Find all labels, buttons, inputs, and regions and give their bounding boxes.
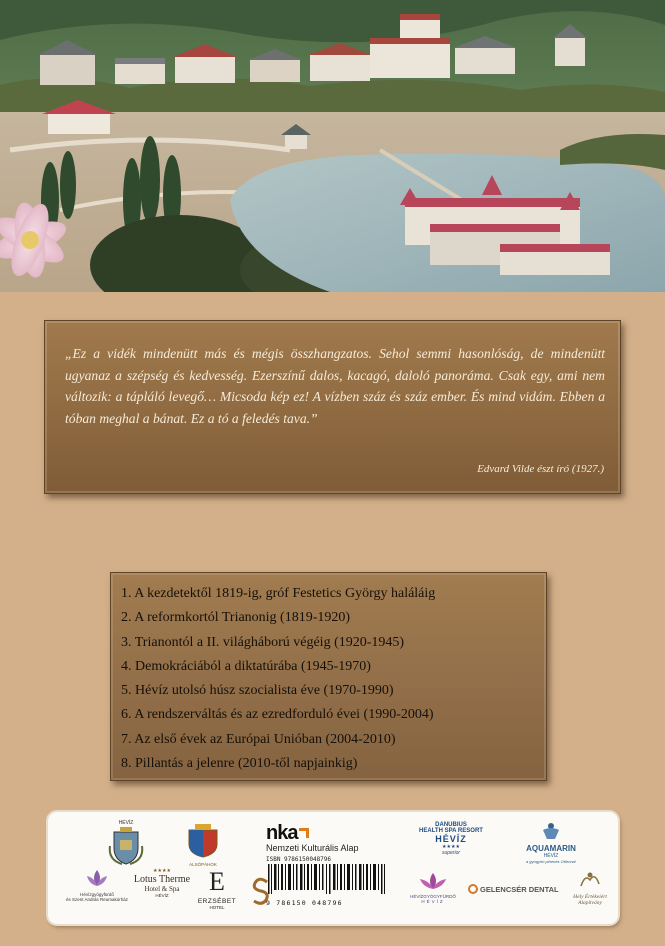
barcode-digits: 9 786150 048796 — [266, 899, 343, 907]
toc-item: 5. Hévíz utolsó húsz szocialista éve (1970-1990) — [121, 683, 394, 699]
gelencser-ring-icon — [468, 884, 478, 894]
quote-box — [44, 320, 621, 494]
lotus-therme-logo — [130, 868, 194, 898]
toc-item: 2. A reformkortól Trianonig (1819-1920) — [121, 610, 351, 626]
hely-figure-icon — [577, 870, 603, 890]
hely-line1: Hely Értékeiért — [573, 894, 607, 900]
heviz-lake-painting — [0, 0, 665, 292]
toc-item: 6. A rendszerváltás és az ezredforduló évei (1990-2004) — [121, 707, 434, 723]
table-of-contents — [110, 572, 547, 781]
toc-item: 3. Trianontól a II. világháború végéig (1920-1945) — [121, 634, 405, 650]
nka-mark: nka — [266, 822, 298, 844]
lotus-violet-icon — [83, 868, 111, 888]
heviz-spa-line2: HÉVÍZ — [421, 899, 445, 904]
heviz-crest-label: HÉVÍZ — [118, 820, 134, 826]
lotus-sub: Hotel & Spa — [144, 885, 180, 893]
alsopahok-label: ALSÓPÁHOK — [189, 862, 217, 867]
erzsebet-sub: HOTEL — [209, 905, 225, 910]
aquamarin-name: AQUAMARIN — [526, 844, 576, 853]
danubius-logo — [406, 822, 496, 856]
erzsebet-name: ERZSÉBET — [197, 898, 237, 905]
barcode-icon — [266, 864, 396, 898]
alsopahok-crest-icon — [185, 824, 221, 858]
nka-accent-icon — [299, 828, 309, 838]
toc-item: 4. Demokráciából a diktatúrába (1945-1970) — [121, 658, 371, 674]
danubius-line1: DANUBIUS — [435, 822, 467, 828]
heviz-spa-lotus-logo — [398, 872, 468, 904]
lotus-place: HÉVÍZ — [155, 893, 169, 898]
aquamarin-tagline: a gyógyító pihenés Otthona! — [525, 859, 577, 864]
szent-andras-logo — [62, 868, 132, 902]
gelencser-dental-logo — [468, 884, 564, 894]
heviz-crest-icon — [108, 826, 144, 866]
quote-author: Edvard Vilde észt író (1927.) — [477, 463, 604, 475]
painting-svg — [0, 0, 665, 292]
lotus-stars: ★★★★ — [153, 868, 171, 874]
toc-item: 1. A kezdetektől 1819-ig, gróf Festetics György haláláig — [121, 586, 436, 601]
quote-text: „Ez a vidék mindenütt más és mégis összhangzatos. Sehol semmi hasonlóság, de mindenütt ugyanaz a szépség és kedvesség. Ezerszínű dalos, kacagó, daloló panoráma. Csak egy, ami nem változik: a tápláló levegő… Micsoda kép ez! A vízben száz és száz ember. És mind vidám. Ebben a tóban meghal a bánat. Ez a tó a feledés tava.” — [65, 346, 605, 426]
toc-item: 7. Az első évek az Európai Unióban (2004-2010) — [121, 731, 396, 747]
lotus-pink-icon — [416, 872, 450, 890]
aquamarin-logo — [516, 822, 586, 864]
s-swirl-logo — [248, 876, 274, 910]
alsopahok-crest-logo — [182, 824, 224, 867]
sponsor-logo-strip — [48, 812, 618, 924]
szent-andras-line1: Hévízgyógyfürdő — [80, 892, 114, 897]
isbn-text: ISBN 9786150048796 — [266, 856, 332, 863]
danubius-superior: superior — [441, 850, 461, 856]
svg-text:E: E — [209, 868, 225, 894]
erzsebet-e-icon — [205, 868, 229, 894]
aquamarin-figure-icon — [540, 822, 562, 840]
danubius-line2: HEALTH SPA RESORT — [419, 828, 483, 834]
heviz-spa-line1: HÉVÍZGYÓGYFÜRDŐ — [410, 894, 456, 899]
s-swirl-icon — [249, 876, 273, 906]
gelencser-name: GELENCSÉR DENTAL — [480, 884, 559, 894]
nka-name: Nemzeti Kulturális Alap — [266, 843, 359, 853]
toc-item: 8. Pillantás a jelenre (2010-től napjainkig) — [121, 756, 358, 772]
hely-ertekeiert-logo — [564, 870, 616, 906]
lotus-name: Lotus Therme — [133, 874, 191, 885]
erzsebet-logo — [194, 868, 240, 910]
danubius-heviz: HÉVÍZ — [435, 834, 467, 844]
szent-andras-line2: és Szent András Reumakórház — [65, 897, 129, 902]
danubius-stars: ★★★★ — [442, 844, 460, 850]
nka-logo — [266, 824, 406, 907]
aquamarin-sub: HÉVÍZ — [543, 853, 559, 859]
heviz-crest-logo — [106, 820, 146, 870]
hely-line2: Alapítvány — [578, 900, 602, 906]
